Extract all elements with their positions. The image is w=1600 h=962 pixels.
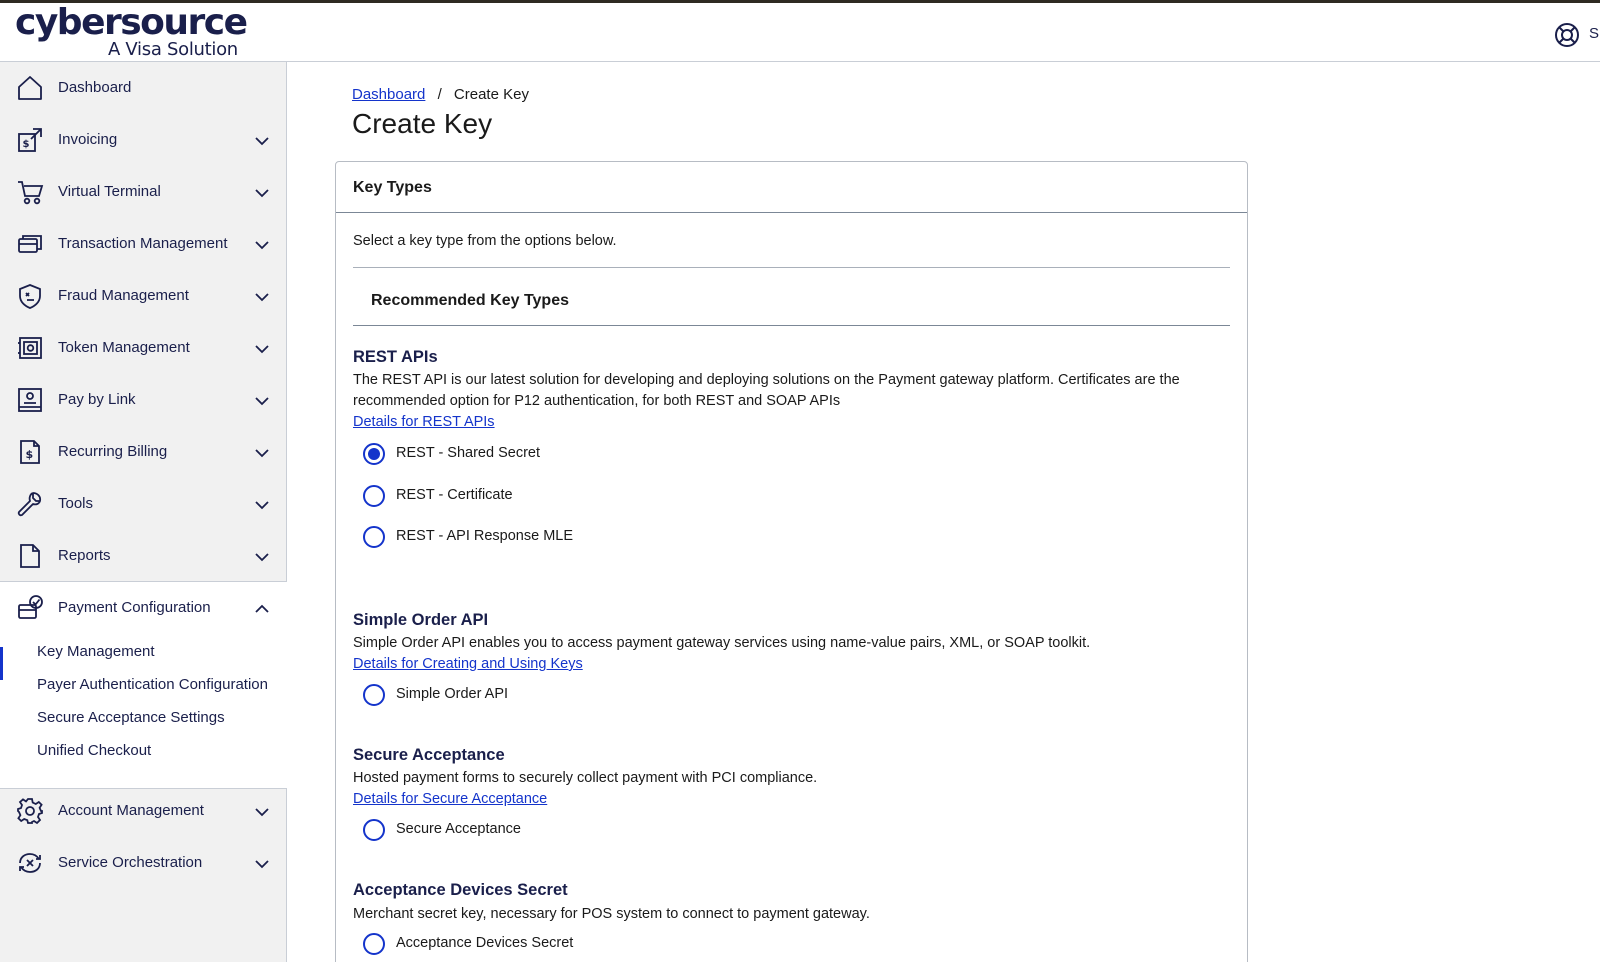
chevron-down-icon xyxy=(254,446,270,460)
sidebar-item-label: Reports xyxy=(58,547,111,564)
chevron-up-icon xyxy=(254,602,270,616)
chevron-down-icon xyxy=(254,550,270,564)
sidebar-item-reports[interactable] xyxy=(0,530,286,583)
breadcrumb xyxy=(352,86,529,103)
radio-label: REST - Certificate xyxy=(396,487,513,503)
radio-button[interactable] xyxy=(363,684,385,706)
sidebar-item-fraud-management[interactable] xyxy=(0,270,286,323)
divider xyxy=(353,325,1230,326)
sidebar-subitem-payer-authentication[interactable]: Payer Authentication Configuration xyxy=(37,676,268,693)
radio-button[interactable] xyxy=(363,485,385,507)
home-icon xyxy=(16,74,44,102)
breadcrumb-current: Create Key xyxy=(453,86,529,103)
sidebar-item-payment-configuration[interactable] xyxy=(0,582,286,635)
chevron-down-icon xyxy=(254,857,270,871)
page-title: Create Key xyxy=(352,108,493,139)
details-creating-keys-link[interactable]: Details for Creating and Using Keys xyxy=(353,656,583,672)
sidebar-item-label: Virtual Terminal xyxy=(58,183,161,200)
section-description: Merchant secret key, necessary for POS system to connect to payment gateway. xyxy=(353,906,870,922)
sidebar-item-label: Dashboard xyxy=(58,79,132,96)
safe-icon xyxy=(16,334,44,362)
sidebar-item-token-management[interactable] xyxy=(0,322,286,375)
breadcrumb-link-dashboard[interactable]: Dashboard xyxy=(352,86,426,103)
sidebar-item-label: Token Management xyxy=(58,339,190,356)
sidebar-item-label: Invoicing xyxy=(58,131,118,148)
intro-text: Select a key type from the options below. xyxy=(353,233,617,249)
card-header xyxy=(336,162,1247,213)
payment-configuration-group xyxy=(0,581,287,789)
cards-icon xyxy=(16,230,44,258)
radio-label: Secure Acceptance xyxy=(396,821,521,837)
active-indicator xyxy=(0,647,3,680)
wrench-icon xyxy=(16,490,44,518)
orchestration-icon xyxy=(16,849,44,877)
chevron-down-icon xyxy=(254,342,270,356)
sidebar-item-label: Pay by Link xyxy=(58,391,136,408)
link-profile-icon xyxy=(16,386,44,414)
sidebar-item-dashboard[interactable] xyxy=(0,62,286,115)
section-description: Simple Order API enables you to access payment gateway services using name-value pairs, XML, or SOAP toolkit. xyxy=(353,635,1091,651)
sidebar-item-service-orchestration[interactable] xyxy=(0,837,286,890)
sidebar-item-label: Transaction Management xyxy=(58,235,228,252)
gear-icon xyxy=(16,797,44,825)
radio-button[interactable] xyxy=(363,933,385,955)
sidebar-item-recurring-billing[interactable] xyxy=(0,426,286,479)
sidebar-item-label: Fraud Management xyxy=(58,287,189,304)
sidebar-item-label: Service Orchestration xyxy=(58,854,203,871)
invoice-icon xyxy=(16,126,44,154)
sidebar-item-pay-by-link[interactable] xyxy=(0,374,286,427)
sidebar-item-label: Payment Configuration xyxy=(58,599,211,616)
sidebar-item-tools[interactable] xyxy=(0,478,286,531)
details-rest-apis-link[interactable]: Details for REST APIs xyxy=(353,414,495,430)
sidebar-item-virtual-terminal[interactable] xyxy=(0,166,286,219)
radio-label: REST - API Response MLE xyxy=(396,528,574,544)
section-title-acceptance-devices-secret: Acceptance Devices Secret xyxy=(353,881,568,899)
sidebar-item-label: Account Management xyxy=(58,802,204,819)
card-title: Key Types xyxy=(353,179,432,196)
cybersource-logo[interactable] xyxy=(15,2,247,61)
breadcrumb-separator: / xyxy=(437,86,442,103)
chevron-down-icon xyxy=(254,238,270,252)
radio-label: Acceptance Devices Secret xyxy=(396,935,574,951)
radio-button-selected[interactable] xyxy=(363,443,385,465)
top-header xyxy=(0,3,1600,62)
logo-wordmark: cybersource xyxy=(15,2,247,43)
logo-tagline: A Visa Solution xyxy=(108,39,238,60)
sidebar-item-account-management[interactable] xyxy=(0,785,286,838)
sidebar-subitem-unified-checkout[interactable]: Unified Checkout xyxy=(37,742,152,759)
sidebar-item-label: Recurring Billing xyxy=(58,443,168,460)
divider xyxy=(353,267,1230,268)
radio-label: REST - Shared Secret xyxy=(396,445,540,461)
sidebar-subitem-secure-acceptance-settings[interactable]: Secure Acceptance Settings xyxy=(37,709,225,726)
section-title-secure-acceptance: Secure Acceptance xyxy=(353,746,505,764)
chevron-down-icon xyxy=(254,498,270,512)
help-lifebuoy-icon[interactable] xyxy=(1553,21,1581,49)
section-description: The REST API is our latest solution for developing and deploying solutions on the Payment gateway platform. Certificates are the recommended option for P12 authentication, for both REST and SOAP APIs xyxy=(353,372,1180,409)
section-title-simple-order-api: Simple Order API xyxy=(353,611,489,629)
payment-config-icon xyxy=(16,594,44,622)
radio-button[interactable] xyxy=(363,819,385,841)
sidebar-item-label: Tools xyxy=(58,495,94,512)
chevron-down-icon xyxy=(254,186,270,200)
radio-button[interactable] xyxy=(363,526,385,548)
document-icon xyxy=(16,542,44,570)
sidebar-item-invoicing[interactable] xyxy=(0,114,286,167)
help-label[interactable]: S xyxy=(1589,25,1600,42)
chevron-down-icon xyxy=(254,134,270,148)
sidebar-subitem-key-management[interactable]: Key Management xyxy=(37,643,155,660)
details-secure-acceptance-link[interactable]: Details for Secure Acceptance xyxy=(353,791,548,807)
sidebar-nav xyxy=(0,62,287,962)
chevron-down-icon xyxy=(254,394,270,408)
svg-text:$: $ xyxy=(22,139,30,150)
key-types-card xyxy=(335,161,1248,962)
cart-icon xyxy=(16,178,44,206)
recurring-doc-icon xyxy=(16,438,44,466)
shield-icon xyxy=(16,282,44,310)
sidebar-item-transaction-management[interactable] xyxy=(0,218,286,271)
recommended-title: Recommended Key Types xyxy=(371,292,569,309)
chevron-down-icon xyxy=(254,290,270,304)
section-title-rest-apis: REST APIs xyxy=(353,348,438,366)
chevron-down-icon xyxy=(254,805,270,819)
radio-label: Simple Order API xyxy=(396,686,509,702)
section-description: Hosted payment forms to securely collect payment with PCI compliance. xyxy=(353,770,818,786)
svg-text:$: $ xyxy=(25,448,34,461)
main-content xyxy=(288,62,1600,962)
